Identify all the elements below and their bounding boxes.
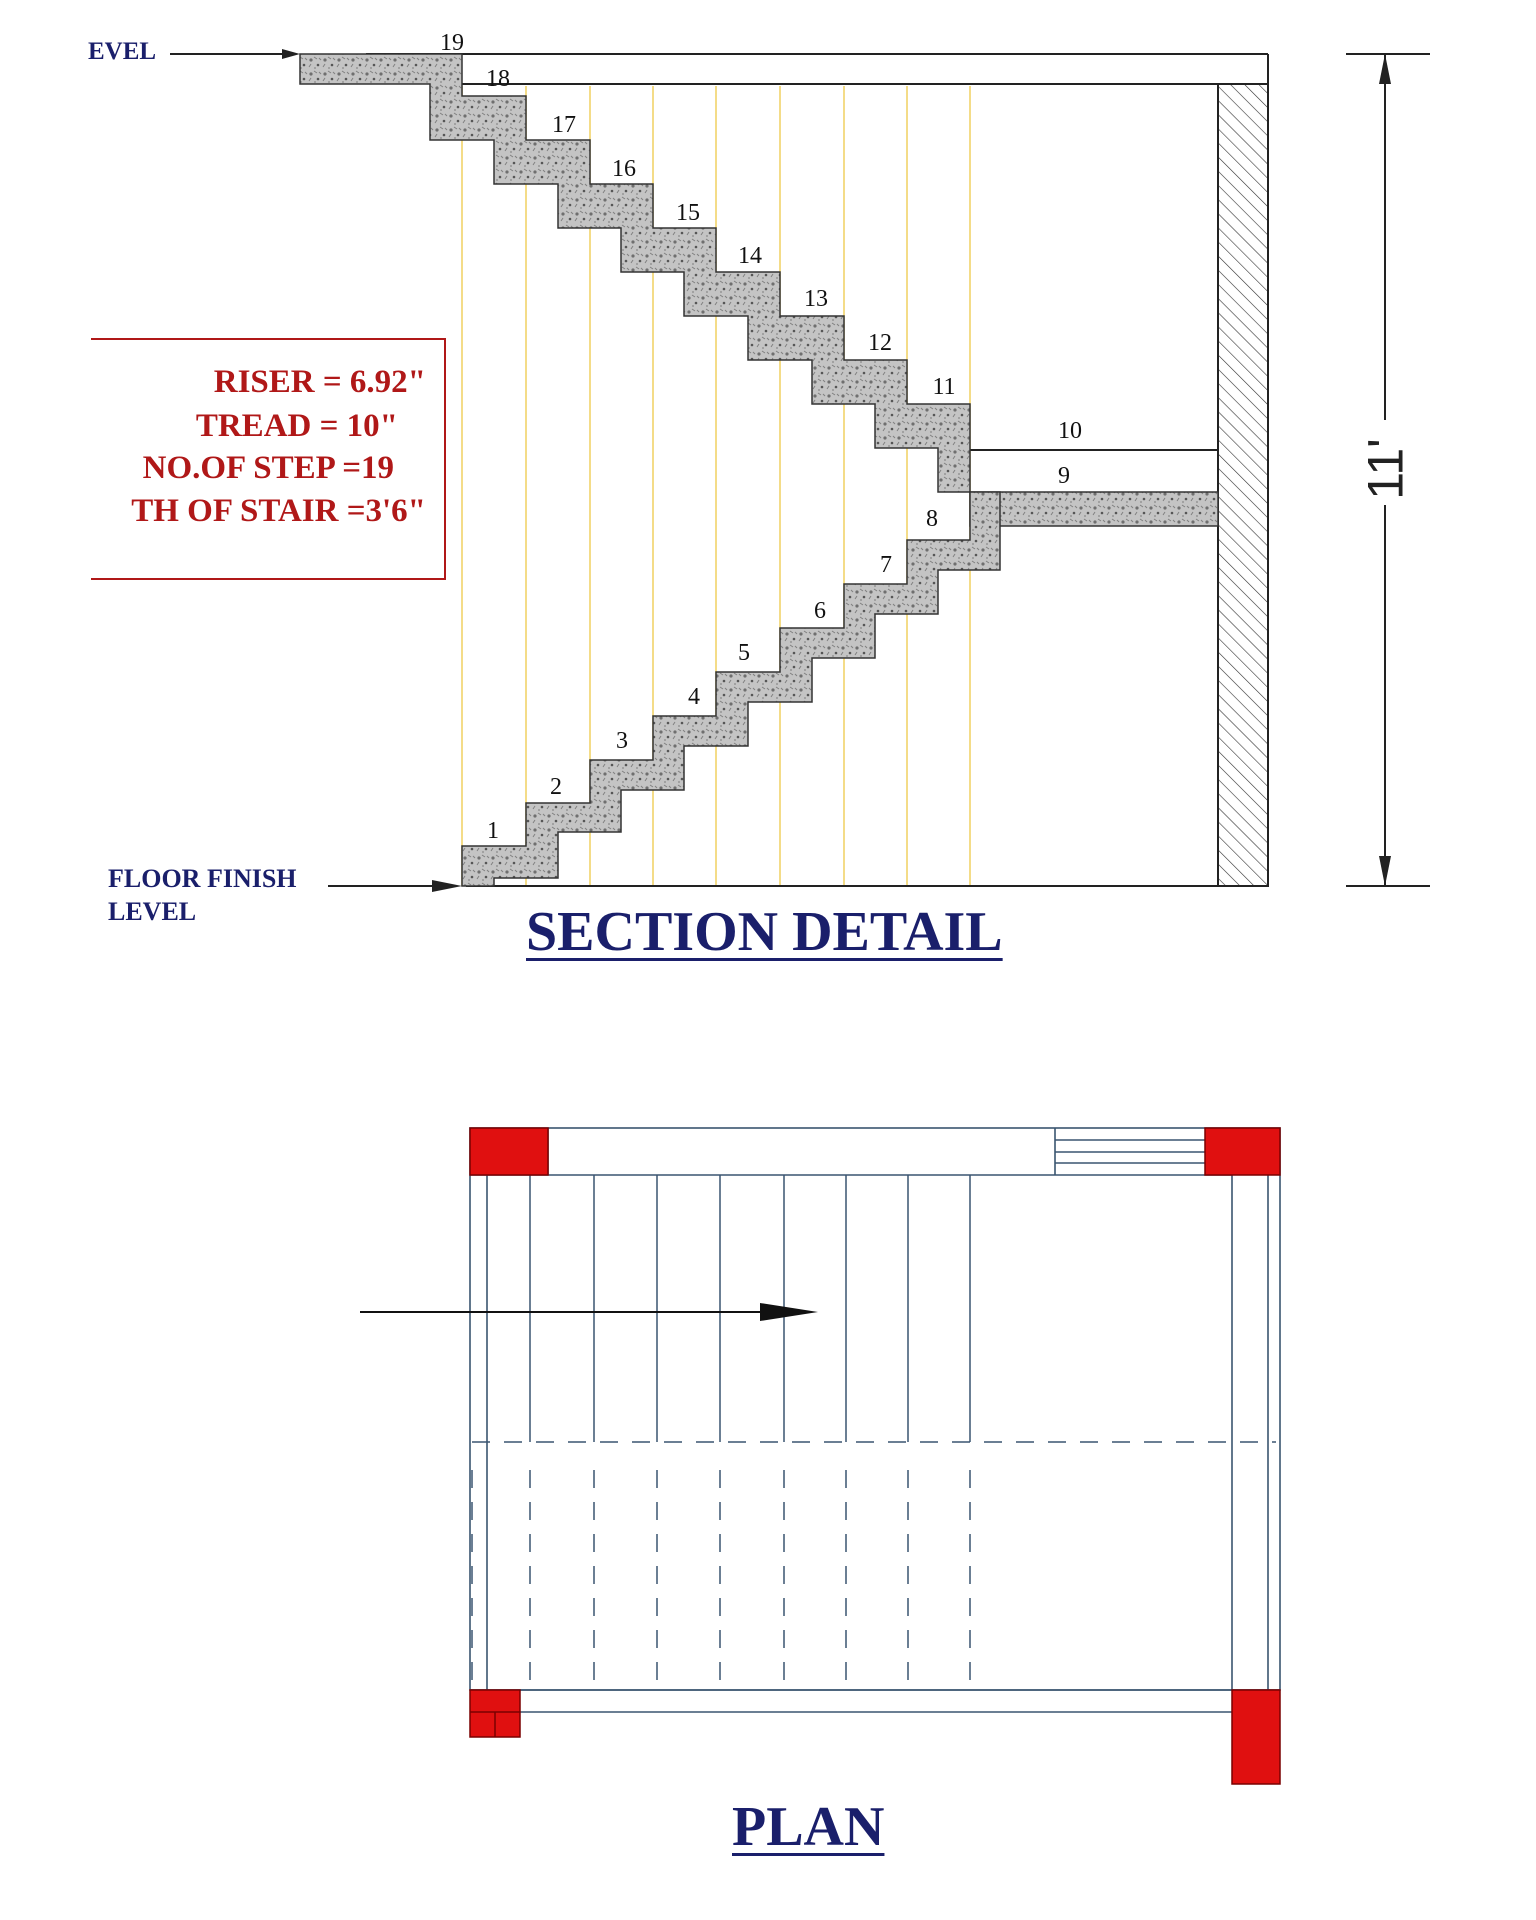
landing-slab — [970, 492, 1218, 526]
spec-step-count: NO.OF STEP =19 — [142, 450, 394, 486]
plan-outline — [470, 1128, 1280, 1712]
step-number: 13 — [804, 286, 828, 312]
plan-title: PLAN — [732, 1796, 885, 1858]
plan-direction-arrow — [360, 1303, 818, 1321]
step-number: 16 — [612, 156, 636, 182]
step-number: 9 — [1058, 463, 1070, 489]
spec-riser: RISER = 6.92" — [213, 364, 426, 400]
step-number: 8 — [926, 506, 938, 532]
step-number: 4 — [688, 684, 700, 710]
step-number: 1 — [487, 818, 499, 844]
top-level-label: EVEL — [88, 38, 157, 65]
step-number: 6 — [814, 598, 826, 624]
hatched-wall — [1218, 84, 1268, 886]
step-number: 17 — [552, 112, 576, 138]
column-bottom-right — [1232, 1690, 1280, 1784]
step-number: 18 — [486, 66, 510, 92]
lower-flight — [462, 492, 1000, 886]
step-number: 11 — [932, 374, 956, 400]
stair-spec-box — [91, 338, 446, 580]
floor-finish-label: FLOOR FINISH — [108, 864, 297, 893]
step-number: 15 — [676, 200, 700, 226]
spec-tread: TREAD = 10" — [195, 408, 398, 444]
section-detail-title: SECTION DETAIL — [526, 901, 1003, 963]
step-number: 3 — [616, 728, 628, 754]
floor-level-arrow — [328, 880, 462, 892]
spec-stair-width: TH OF STAIR =3'6" — [131, 493, 426, 529]
step-number: 19 — [440, 30, 464, 56]
plan-columns — [470, 1128, 1280, 1784]
plan-tread-lines — [530, 1175, 970, 1442]
step-number: 5 — [738, 640, 750, 666]
step-number: 14 — [738, 243, 762, 269]
plan-hidden-lines — [472, 1442, 1276, 1690]
step-number: 2 — [550, 774, 562, 800]
yellow-gridlines — [462, 86, 970, 886]
step-number: 12 — [868, 330, 892, 356]
height-dimension-label: 11' — [1357, 438, 1414, 500]
column-top-right — [1205, 1128, 1280, 1175]
column-top-left — [470, 1128, 548, 1175]
top-level-arrow — [170, 49, 300, 59]
floor-level-label: LEVEL — [108, 897, 197, 926]
step-number: 7 — [880, 552, 892, 578]
step-number: 10 — [1058, 418, 1082, 444]
